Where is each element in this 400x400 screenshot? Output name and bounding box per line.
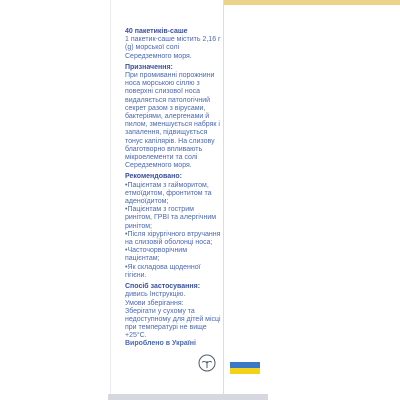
package-label-text [125, 28, 221, 341]
sachet-count: 40 пакетиків-саше [125, 28, 188, 35]
recommended-item: •Як складова щоденної гігієни. [125, 263, 201, 279]
usage-heading: Спосіб застосування: [125, 283, 201, 291]
storage-heading: Умови зберігання: [125, 299, 184, 307]
leaf-eco-icon [198, 354, 216, 372]
usage-text: дивись Інструкцію. [125, 291, 186, 299]
bottom-shadow-band [108, 394, 268, 400]
recommended-heading: Рекомендовано: [125, 173, 182, 181]
recommended-item: •Пацієнтам з гайморитом, етмоїдитом, фронтитом та аденоїдитом; [125, 181, 212, 206]
made-in-ukraine: Вироблено в Україні [125, 340, 196, 347]
sachet-contents: 1 пакетик-саше містить 2,16 г (g) морської солі Середземного моря. [125, 36, 221, 60]
purpose-heading: Призначення: [125, 63, 173, 71]
ukraine-flag-icon [230, 362, 260, 374]
top-yellow-strip [212, 0, 400, 5]
recommended-item: •Пацієнтам з гострим ринітом, ГРВІ та алергічним ринітом; [125, 206, 217, 230]
recommended-item: •Часточорворічним пацієнтам; [125, 247, 188, 263]
purpose-text: При промиванні порожнини носа морською сіллю з поверхні слизової носа видаляється патологічний секрет разом з вірусами, бактеріями, алергенами й пилом, зменшується набряк і запалення, підвищується тонус капілярів. На слизову благотворно впливають мікроелементи та солі Середземного моря. [125, 72, 220, 170]
storage-text: Зберігати у сухому та недоступному для дітей місці при температурі не вище +25°C. [125, 307, 221, 340]
recommended-item: •Після хірургічного втручання на слизовій оболонці носа; [125, 230, 221, 247]
flag-yellow-band [230, 368, 260, 374]
